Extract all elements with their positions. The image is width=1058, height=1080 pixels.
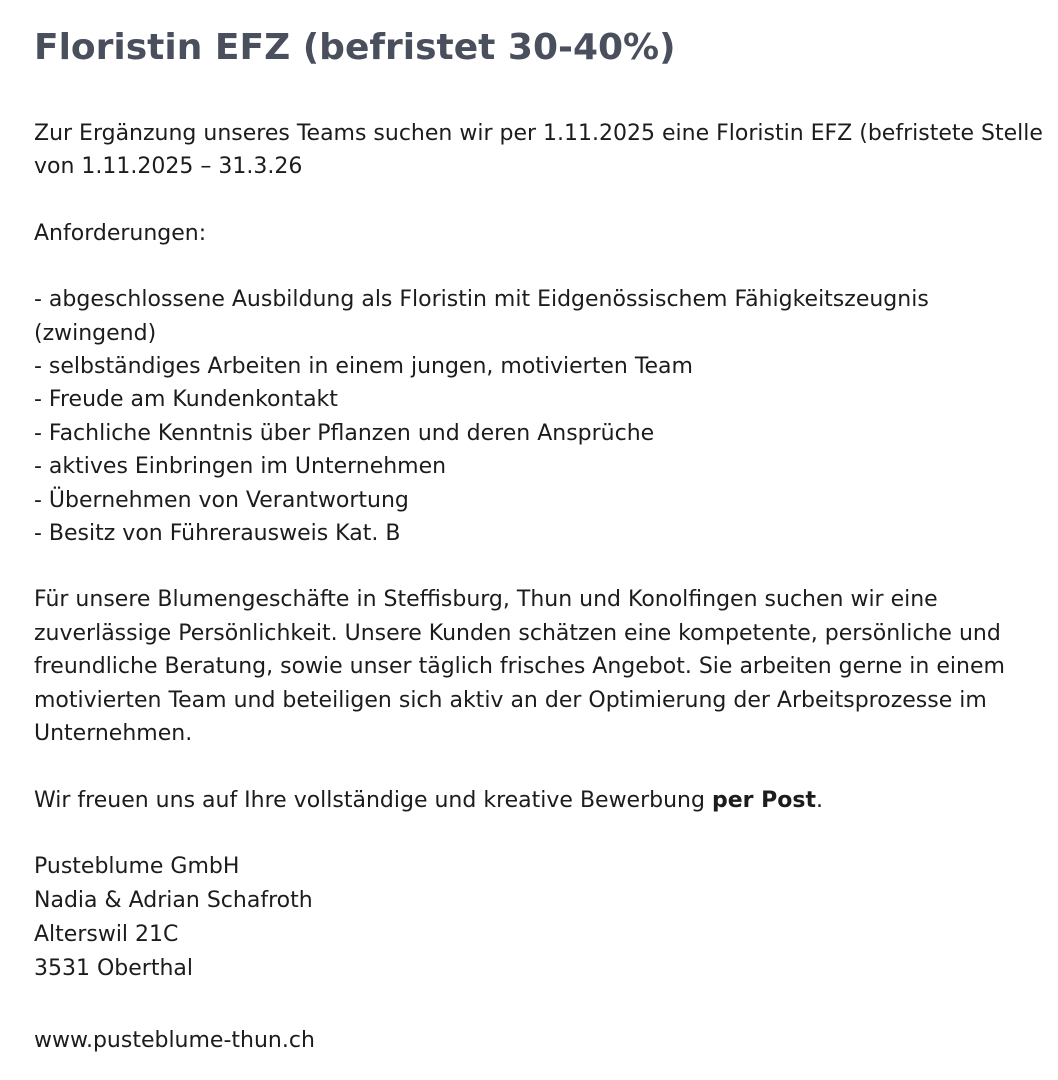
cta-period: . — [815, 787, 823, 813]
intro-paragraph: Zur Ergänzung unseres Teams suchen wir per 1.11.2025 eine Floristin EFZ (befristete Stelle von 1.11.2025 – 31.3.26 — [34, 121, 1043, 180]
contact-address — [34, 850, 1044, 986]
application-call-to-action — [34, 784, 1044, 817]
list-item: - abgeschlossene Ausbildung als Floristin mit Eidgenössischem Fähigkeitszeugnis (zwingend) — [34, 287, 929, 346]
list-item: - Fachliche Kenntnis über Pflanzen und deren Ansprüche — [34, 420, 655, 446]
job-posting — [34, 24, 1044, 1057]
page-title: Floristin EFZ (befristet 30-40%) — [34, 27, 676, 68]
postal-city: 3531 Oberthal — [34, 955, 194, 981]
contact-names: Nadia & Adrian Schafroth — [34, 887, 313, 913]
requirements-list — [34, 283, 1044, 550]
list-item: - Besitz von Führerausweis Kat. B — [34, 521, 401, 547]
list-item: - aktives Einbringen im Unternehmen — [34, 454, 447, 480]
street-address: Alterswil 21C — [34, 921, 179, 947]
list-item: - Übernehmen von Verantwortung — [34, 487, 409, 513]
cta-emphasis: per Post — [711, 787, 816, 813]
cta-text: Wir freuen uns auf Ihre vollständige und kreative Bewerbung — [34, 787, 712, 813]
description-paragraph: Für unsere Blumengeschäfte in Steffisburg, Thun und Konolfingen suchen wir eine zuverlässige Persönlichkeit. Unsere Kunden schätzen eine kompetente, persönliche und freundliche Beratung, sowie unser täglich frisches Angebot. Sie arbeiten gerne in einem motivierten Team und beteiligen sich aktiv an der Optimierung der Arbeitsprozesse im Unternehmen. — [34, 587, 1005, 747]
website-link[interactable]: www.pusteblume-thun.ch — [34, 1027, 315, 1053]
requirements-heading: Anforderungen: — [34, 220, 207, 246]
list-item: - Freude am Kundenkontakt — [34, 387, 338, 413]
list-item: - selbständiges Arbeiten in einem jungen, motivierten Team — [34, 354, 693, 380]
company-name: Pusteblume GmbH — [34, 853, 240, 879]
